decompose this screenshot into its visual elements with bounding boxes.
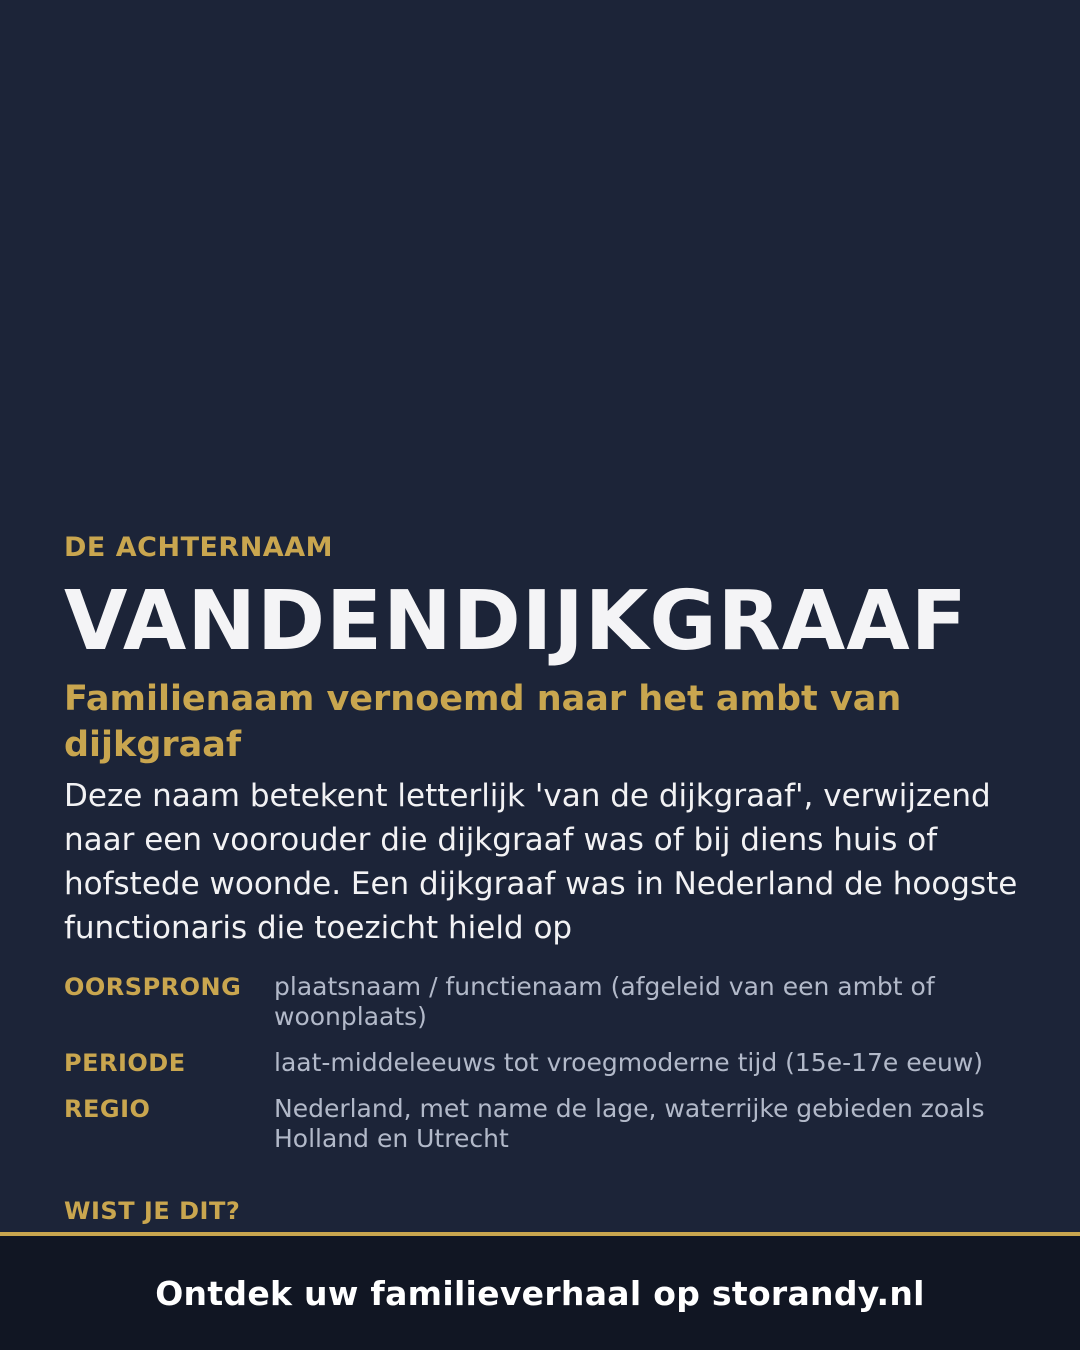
surname-description: Deze naam betekent letterlijk 'van de dijkgraaf', verwijzend naar een voorouder die dijkgraaf was of bij diens huis of hofstede woonde. Een dijkgraaf was in Nederland de hoogste functionaris die toezicht hield op — [64, 778, 1018, 946]
fact-value: Nederland, met name de lage, waterrijke gebieden zoals Holland en Utrecht — [274, 1094, 985, 1153]
fact-row-period — [64, 1048, 1024, 1078]
fact-value: laat-middeleeuws tot vroegmoderne tijd (15e-17e eeuw) — [274, 1048, 984, 1077]
footer-cta-link[interactable]: Ontdek uw familieverhaal op storandy.nl — [155, 1273, 925, 1313]
surname-title: VANDENDIJKGRAAF — [64, 574, 968, 669]
fact-row-region — [64, 1094, 1024, 1154]
fact-label: REGIO — [64, 1095, 151, 1123]
did-you-know-label: WIST JE DIT? — [64, 1197, 241, 1225]
fact-label: PERIODE — [64, 1049, 186, 1077]
surname-card — [64, 528, 1024, 1170]
footer-banner — [0, 1232, 1080, 1350]
surname-subtitle: Familienaam vernoemd naar het ambt van dijkgraaf — [64, 679, 902, 765]
eyebrow-label: DE ACHTERNAAM — [64, 532, 333, 563]
fact-row-origin — [64, 972, 1024, 1032]
facts-list — [64, 972, 1024, 1154]
fact-value: plaatsnaam / functienaam (afgeleid van een ambt of woonplaats) — [274, 972, 935, 1031]
fact-label: OORSPRONG — [64, 973, 242, 1001]
